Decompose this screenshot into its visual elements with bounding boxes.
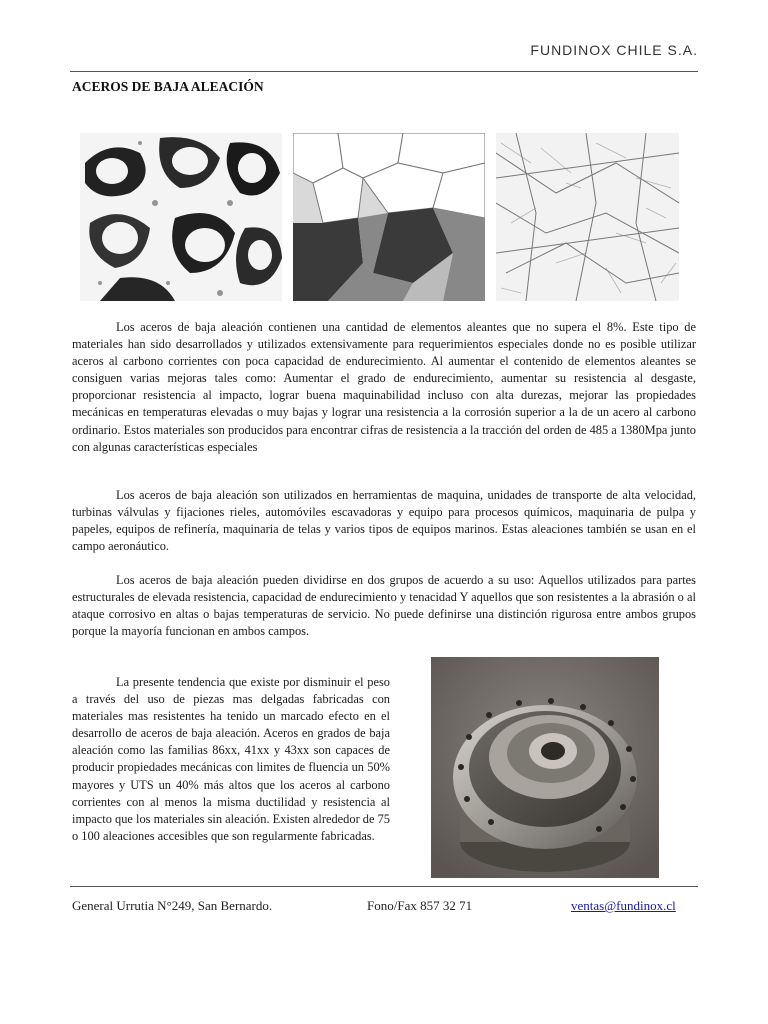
micrograph-image-1 [80, 133, 282, 301]
footer-email-link[interactable]: ventas@fundinox.cl [571, 898, 676, 913]
footer-divider [70, 886, 698, 887]
micrograph-image-3 [496, 133, 679, 301]
page-title: ACEROS DE BAJA ALEACIÓN [72, 79, 264, 94]
paragraph-tendency: La presente tendencia que existe por disminuir el peso a través del uso de piezas mas delgadas fabricadas con materiales mas resistentes ha tenido un marcado efecto en el desarrollo de aceros de baja aleación. Aceros en grados de baja aleación como las familias 86xx, 41xx y 43xx son capaces de producir propiedades mecánicas con limites de fluencia un 50% mayores y UTS un 40% más altos que los aceros al carbono corrientes con al menos la misma ductilidad y resistencia al impacto que los materiales sin aleación. Existen alrededor de 75 o 100 aleaciones accesibles que son regularmente fabricadas. [72, 675, 390, 843]
cast-steel-part-photo [431, 657, 659, 878]
micrograph-image-2 [293, 133, 485, 301]
footer-address: General Urrutia N°249, San Bernardo. [72, 898, 273, 913]
paragraph-applications: Los aceros de baja aleación son utilizados en herramientas de maquina, unidades de transporte de alta velocidad, turbinas válvulas y fijaciones rieles, automóviles escavadoras y equipo para procesos químicos, maquinaria de pulpa y papeles, equipos de refinería, maquinaria de telas y varios tipos de equipos marinos. Estas aleaciones también se usan en el campo aeronáutico. [72, 488, 696, 554]
footer-phone: Fono/Fax 857 32 71 [367, 898, 473, 913]
header-divider [70, 71, 698, 72]
paragraph-intro: Los aceros de baja aleación contienen una cantidad de elementos aleantes que no supera el 8%. Este tipo de materiales han sido desarrollados y utilizados extensivamente para requerimientos especiales donde no es posible utilizar aceros al carbono corrientes con poca capacidad de endurecimiento. Al aumentar el contenido de elementos aleantes se consiguen varias mejoras tales como: Aumentar el grado de endurecimiento, aumentar su resistencia al desgaste, proporcionar resistencia al impacto, lograr buena maquinabilidad incluso con alta durezas, mejorar las propiedades mecánicas en temperaturas elevadas o muy bajas y lograr una resistencia a la corrosión superior a la de un acero al carbono ordinario. Estos materiales son producidos para encontrar cifras de resistencia a la tracción del orden de 485 a 1380Mpa junto con algunas características especiales [72, 320, 696, 454]
company-name: FUNDINOX CHILE S.A. [530, 42, 698, 58]
paragraph-groups: Los aceros de baja aleación pueden dividirse en dos grupos de acuerdo a su uso: Aquellos utilizados para partes estructurales de elevada resistencia, capacidad de endurecimiento y tenacidad Y aquellos que son resistentes a la abrasión o al ataque corrosivo en altas o bajas temperaturas de servicio. No puede definirse una distinción rigurosa entre ambos grupos porque la mayoría funcionan en ambos campos. [72, 573, 696, 639]
